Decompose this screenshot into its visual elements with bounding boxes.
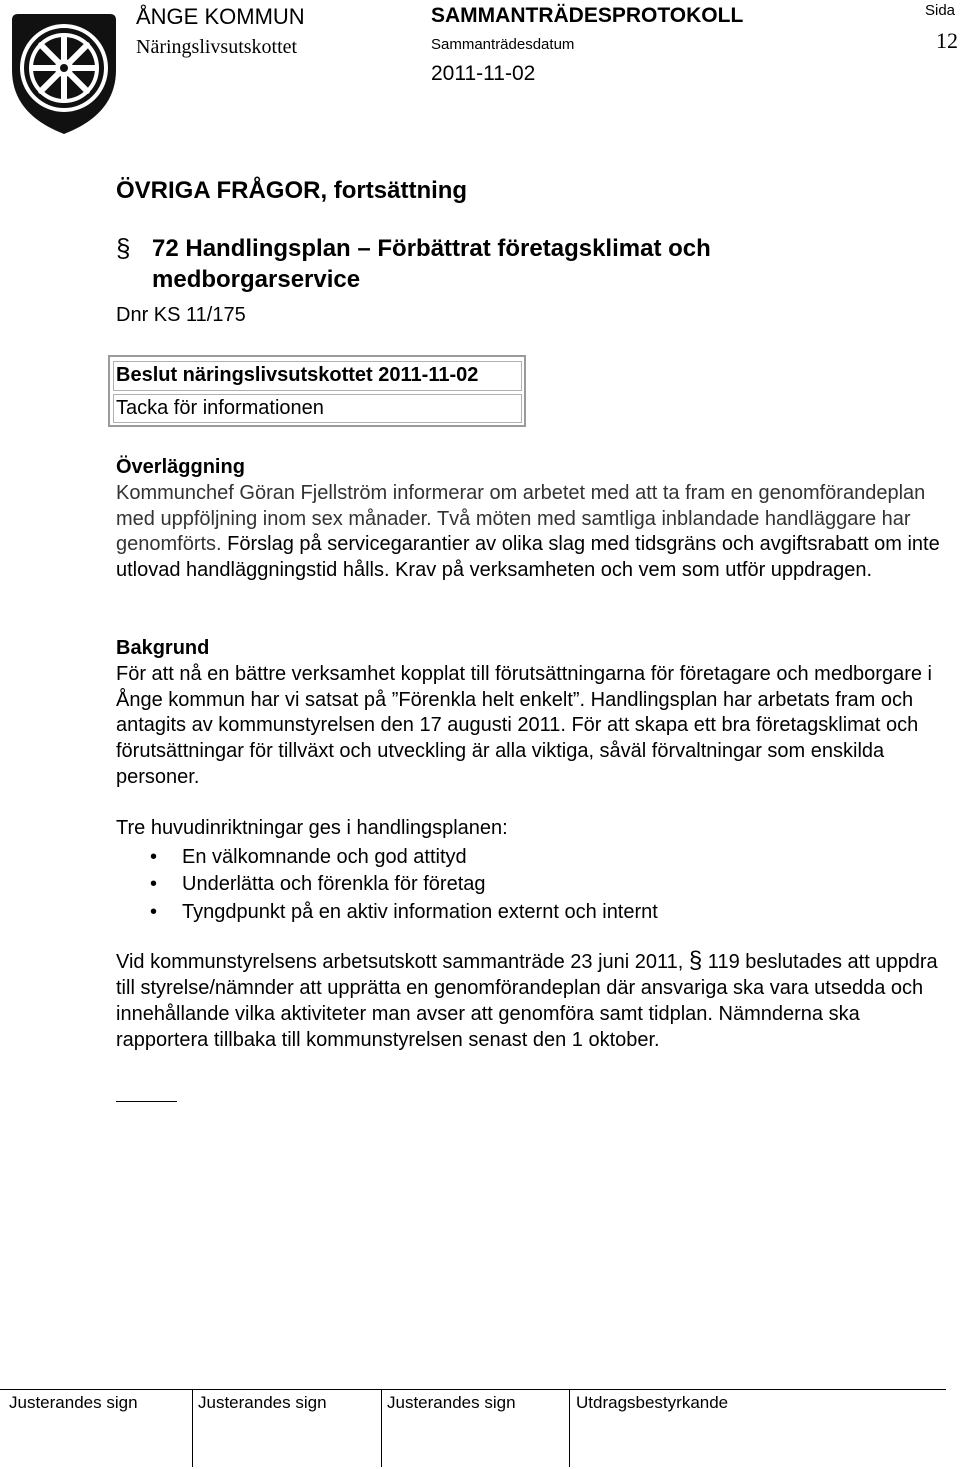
- footer-divider: [192, 1389, 193, 1467]
- list-item: [150, 871, 658, 898]
- deliberation-text-part2: Förslag på servicegarantier av olika slag med tidsgräns och avgiftsrabatt om inte utlovad handläggningstid hålls. Krav på verksamheten och vem som utför uppdragen.: [116, 533, 940, 582]
- footer-sign-3: Justerandes sign: [387, 1393, 516, 1412]
- footer-sign-2: Justerandes sign: [198, 1393, 327, 1412]
- bullet-icon: •: [150, 900, 158, 923]
- directions-intro: Tre huvudinriktningar ges i handlingsplanen:: [116, 817, 508, 839]
- background-heading: Bakgrund: [116, 637, 210, 659]
- decision-title: Beslut näringslivsutskottet 2011-11-02: [116, 364, 479, 386]
- deliberation-text-part1: Kommunchef Göran Fjellström informerar om arbetet med att ta fram en genomförandeplan med uppföljning inom sex månader. Två möten med samtliga inblandade handläggare har genomförts.: [116, 482, 926, 556]
- list-item-text: En välkomnande och god attityd: [182, 846, 467, 868]
- document-type: SAMMANTRÄDESPROTOKOLL: [431, 4, 744, 27]
- list-item-text: Tyngdpunkt på en aktiv information externt och internt: [182, 900, 658, 923]
- paragraph-sign: §: [688, 947, 703, 974]
- directions-list: [150, 844, 658, 926]
- footer-divider: [569, 1389, 570, 1467]
- list-item: [150, 844, 658, 871]
- deliberation-heading: Överläggning: [116, 456, 245, 478]
- section-heading: ÖVRIGA FRÅGOR, fortsättning: [116, 177, 468, 204]
- background-text: För att nå en bättre verksamhet kopplat till förutsättningarna för företagare och medborgare i Ånge kommun har vi satsat på ”Förenkla helt enkelt”. Handlingsplan har arbetats fram och antagits av kommunstyrelsen den 17 augusti 2011. För att skapa ett bra företagsklimat och förutsättningar för tillväxt och utveckling är alla viktiga, såväl förvaltningar som enskilda personer.: [116, 663, 932, 788]
- paragraph-sign: §: [116, 233, 131, 263]
- committee-name: Näringslivsutskottet: [136, 36, 298, 58]
- ange-kommun-logo: [8, 10, 120, 138]
- bullet-icon: •: [150, 846, 158, 868]
- meeting-date-label: Sammanträdesdatum: [431, 36, 575, 53]
- footer-divider: [381, 1389, 382, 1467]
- end-rule: [116, 1101, 177, 1102]
- deliberation-text: [116, 481, 946, 584]
- final-paragraph: [116, 948, 946, 1054]
- decision-text: Tacka för informationen: [116, 397, 324, 419]
- final-text-after: 119 beslutades att uppdra till styrelse/nämnder att upprätta en genomförandeplan där ansvariga ska vara utsedda och innehållande vilka aktiviteter man avser att genomföra samt tidplan. Nämnderna ska rapportera tillbaka till kommunstyrelsen senast den 1 oktober.: [116, 951, 938, 1051]
- footer-sign-1: Justerandes sign: [9, 1393, 138, 1412]
- bullet-icon: •: [150, 873, 158, 896]
- case-number: Dnr KS 11/175: [116, 304, 246, 326]
- final-text-before: Vid kommunstyrelsens arbetsutskott sammanträde 23 juni 2011,: [116, 951, 689, 973]
- item-title: 72 Handlingsplan – Förbättrat företagsklimat och medborgarservice: [152, 235, 711, 293]
- meeting-date: 2011-11-02: [431, 62, 536, 85]
- organization-name: ÅNGE KOMMUN: [136, 4, 305, 29]
- footer-certified-extract: Utdragsbestyrkande: [576, 1393, 729, 1412]
- page-label: Sida: [925, 2, 956, 19]
- list-item-text: Underlätta och förenkla för företag: [182, 873, 486, 896]
- footer-rule: [0, 1389, 946, 1390]
- page-number: 12: [936, 28, 958, 53]
- list-item: [150, 899, 658, 926]
